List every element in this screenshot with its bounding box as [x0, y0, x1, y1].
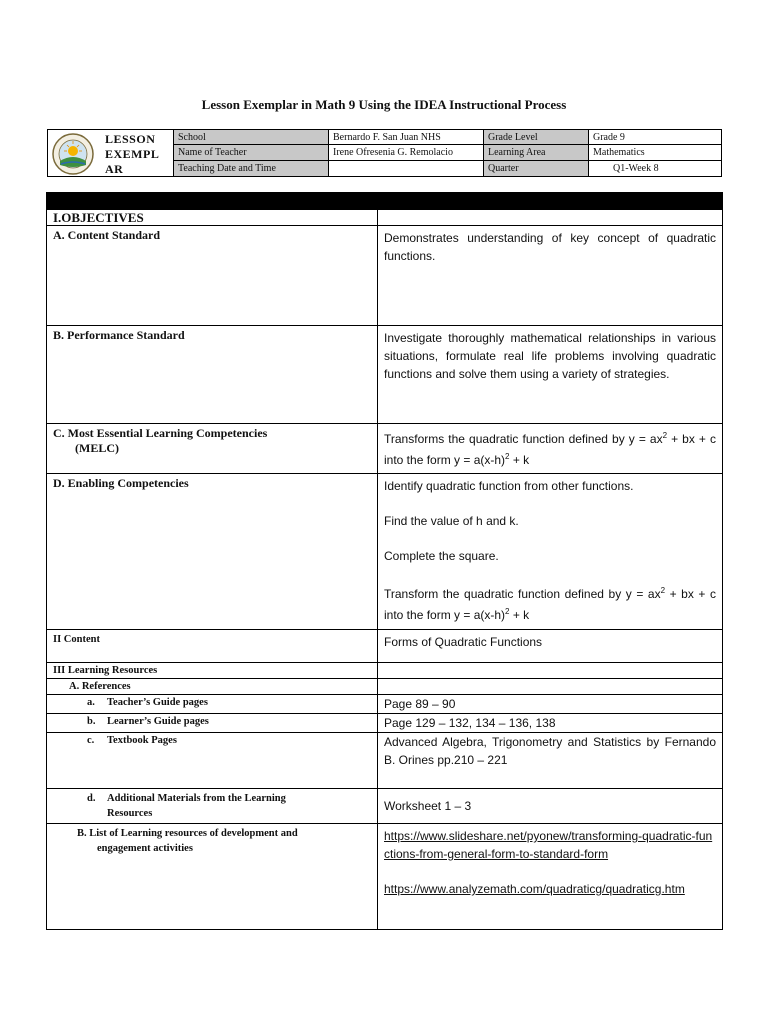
references-label: A. References [47, 679, 378, 695]
enabling-superscript: 2 [505, 607, 510, 616]
quarter-label: Quarter [483, 161, 588, 176]
enabling-text-part: + bx + c into the form y = a(x-h) [384, 587, 716, 622]
melc-label-line2: (MELC) [75, 441, 119, 455]
textbook-label [47, 733, 378, 789]
content-standard-text: Demonstrates understanding of key concept of quadratic functions. [378, 226, 723, 326]
learners-guide-text: Learner’s Guide pages [107, 716, 209, 727]
enabling-competencies-label: D. Enabling Competencies [47, 474, 378, 630]
enabling-item: Complete the square. [384, 549, 499, 563]
header-table [47, 129, 722, 177]
content-standard-label: A. Content Standard [47, 226, 378, 326]
textbook-row [47, 733, 723, 789]
learners-guide-label [47, 714, 378, 733]
melc-row [47, 424, 723, 474]
enabling-text-part: + k [509, 608, 530, 622]
resource-link[interactable]: https://www.analyzemath.com/quadraticg/quadraticg.htm [384, 882, 685, 896]
document-title: Lesson Exemplar in Math 9 Using the IDEA Instructional Process [201, 97, 567, 112]
teaching-date-label: Teaching Date and Time [173, 161, 328, 176]
additional-materials-row [47, 789, 723, 824]
melc-label [47, 424, 378, 474]
performance-standard-text: Investigate thoroughly mathematical relationships in various situations, formulate real life problems involving quadratic functions and solve them using a variety of strategies. [378, 326, 723, 424]
teachers-guide-label [47, 695, 378, 714]
content-row [47, 630, 723, 663]
melc-label-line1: C. Most Essential Learning Competencies [53, 426, 268, 440]
melc-superscript: 2 [662, 431, 668, 440]
references-row [47, 679, 723, 695]
melc-text-part: + k [509, 453, 530, 467]
resources-links [378, 824, 723, 930]
objectives-heading: I.OBJECTIVES [47, 210, 378, 226]
enabling-text-part: Transform the quadratic function defined by y = ax [384, 587, 661, 601]
teaching-date-value [328, 161, 483, 176]
additional-materials-text: Resources [107, 808, 153, 819]
content-text: Forms of Quadratic Functions [378, 630, 723, 663]
list-marker: c. [87, 735, 95, 746]
grade-level-value: Grade 9 [588, 130, 721, 145]
lesson-label-line: LESSON [105, 132, 156, 146]
melc-text-part: Transforms the quadratic function defined by y = ax [384, 432, 663, 446]
school-label: School [173, 130, 328, 145]
teachers-guide-row [47, 695, 723, 714]
textbook-text: Textbook Pages [107, 735, 177, 746]
teacher-value: Irene Ofresenia G. Remolacio [328, 145, 483, 161]
quarter-value: Q1-Week 8 [588, 161, 721, 176]
textbook-value: Advanced Algebra, Trigonometry and Statistics by Fernando B. Orines pp.210 – 221 [378, 733, 723, 789]
melc-text-part: + bx + c into the form y = a(x-h) [384, 432, 716, 467]
resources-list-label [47, 824, 378, 930]
learners-guide-row [47, 714, 723, 733]
enabling-item: Identify quadratic function from other functions. [384, 479, 634, 493]
teachers-guide-value: Page 89 – 90 [378, 695, 723, 714]
table-header-bar [47, 193, 723, 210]
teachers-guide-text: Teacher’s Guide pages [107, 697, 208, 708]
teacher-label: Name of Teacher [173, 145, 328, 161]
learning-area-label: Learning Area [483, 145, 588, 161]
learners-guide-value: Page 129 – 132, 134 – 136, 138 [378, 714, 723, 733]
list-marker: b. [87, 716, 96, 727]
list-marker: a. [87, 697, 95, 708]
melc-text [378, 424, 723, 474]
learning-resources-heading-row [47, 663, 723, 679]
enabling-item [384, 582, 716, 624]
grade-level-label: Grade Level [483, 130, 588, 145]
additional-materials-label [47, 789, 378, 824]
school-seal-logo [50, 133, 96, 175]
additional-materials-text: Additional Materials from the Learning [107, 793, 286, 804]
list-marker: d. [87, 793, 96, 804]
learning-area-value: Mathematics [588, 145, 721, 161]
resource-link[interactable]: https://www.slideshare.net/pyonew/transforming-quadratic-functions-from-general-form-to-standard-form [384, 829, 713, 861]
school-value: Bernardo F. San Juan NHS [328, 130, 483, 145]
resources-list-text: engagement activities [97, 843, 193, 854]
melc-superscript: 2 [505, 452, 510, 461]
lesson-label-line: EXEMPL [105, 147, 160, 161]
resources-list-row [47, 824, 723, 930]
resources-list-text: B. List of Learning resources of development and [77, 828, 298, 839]
performance-standard-row [47, 326, 723, 424]
content-standard-row [47, 226, 723, 326]
enabling-item: Find the value of h and k. [384, 514, 519, 528]
lesson-table [46, 192, 723, 930]
performance-standard-label: B. Performance Standard [47, 326, 378, 424]
enabling-competencies-list [378, 474, 723, 630]
objectives-heading-row [47, 210, 723, 226]
enabling-superscript: 2 [660, 586, 666, 595]
learning-resources-heading: III Learning Resources [47, 663, 378, 679]
additional-materials-value: Worksheet 1 – 3 [378, 789, 723, 824]
content-label: II Content [47, 630, 378, 663]
enabling-competencies-row [47, 474, 723, 630]
lesson-label-line: AR [105, 162, 124, 176]
